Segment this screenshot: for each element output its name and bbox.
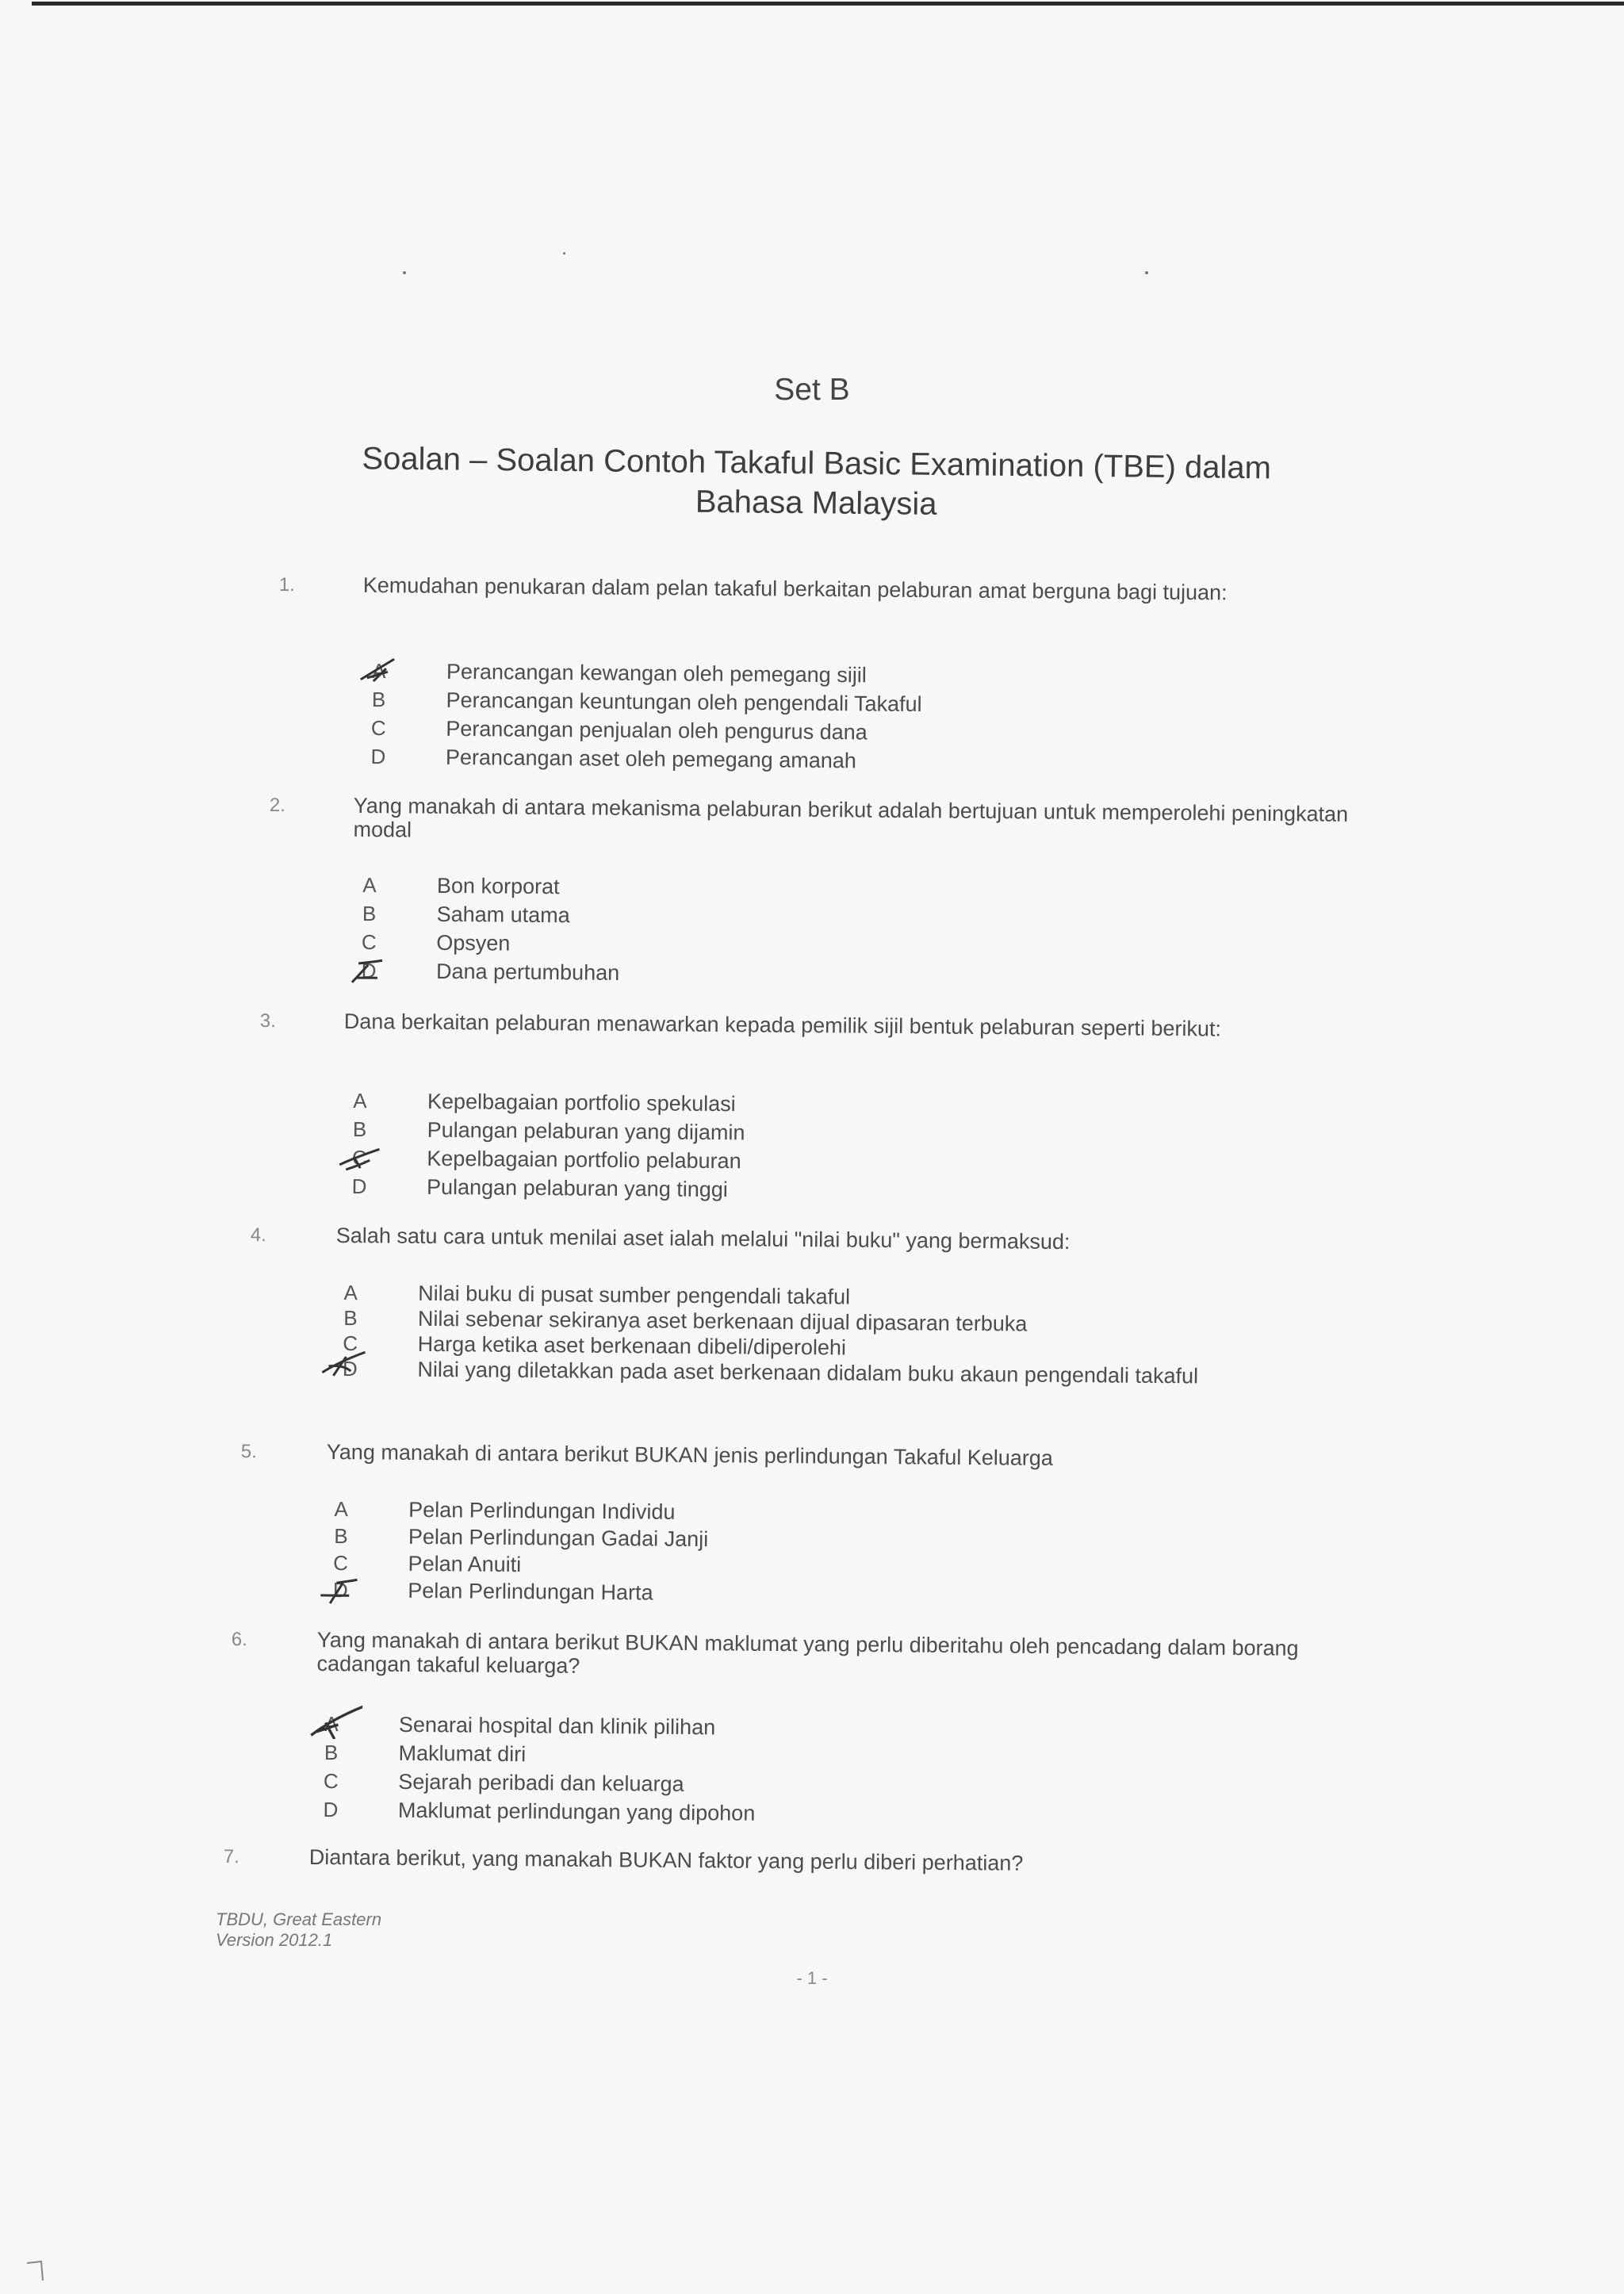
option-text: Maklumat diri xyxy=(398,1741,527,1767)
option-text: Opsyen xyxy=(436,930,511,956)
option-letter: D xyxy=(323,1798,339,1822)
option-letter: D xyxy=(342,1357,358,1381)
option-letter: C xyxy=(323,1769,339,1794)
answer-tick-icon xyxy=(317,1573,365,1609)
option-letter: C xyxy=(343,1331,358,1356)
option-letter: D xyxy=(351,1174,367,1199)
options-list xyxy=(328,1497,709,1605)
question-text: Yang manakah di antara mekanisma pelaburan berikut adalah bertujuan untuk memperolehi peningkatan modal xyxy=(353,793,1349,842)
question-number: 7. xyxy=(223,1846,239,1868)
answer-tick-icon xyxy=(307,1699,362,1740)
options-list xyxy=(366,659,922,773)
option-letter: A xyxy=(334,1497,349,1522)
option-text: Harga ketika aset berkenaan dibeli/diperolehi xyxy=(417,1331,847,1360)
scan-speck xyxy=(403,271,406,274)
option-letter: C xyxy=(370,716,386,741)
option-text: Perancangan penjualan oleh pengurus dana xyxy=(446,716,868,745)
footer-source: TBDU, Great Eastern xyxy=(216,1909,382,1929)
set-title: Set B xyxy=(774,373,850,407)
option-letter: C xyxy=(333,1551,349,1576)
document-footer xyxy=(216,1909,381,1951)
option-text: Kepelbagaian portfolio spekulasi xyxy=(427,1089,736,1116)
answer-tick-icon xyxy=(346,954,393,990)
scan-speck xyxy=(563,252,565,255)
option-letter: A xyxy=(353,1089,367,1113)
question-text: Yang manakah di antara berikut BUKAN jenis perlindungan Takaful Keluarga xyxy=(326,1439,1054,1470)
question-number: 1. xyxy=(278,573,295,596)
option-letter: B xyxy=(371,687,386,712)
option-letter: D xyxy=(370,745,386,769)
option-letter: D xyxy=(332,1578,348,1603)
option-letter: B xyxy=(334,1524,348,1549)
option-letter: B xyxy=(362,902,377,926)
option-letter: C xyxy=(351,1146,367,1170)
options-list xyxy=(357,873,620,987)
page-title xyxy=(261,438,1372,529)
page-title-line2: Bahasa Malaysia xyxy=(695,484,937,522)
option-text: Pulangan pelaburan yang dijamin xyxy=(427,1117,745,1145)
option-d xyxy=(338,1357,1199,1407)
option-text: Sejarah peribadi dan keluarga xyxy=(398,1769,684,1796)
option-letter: B xyxy=(343,1306,358,1331)
option-text: Pelan Perlindungan Individu xyxy=(408,1497,676,1524)
options-list xyxy=(338,1281,1199,1407)
option-text: Perancangan kewangan oleh pemegang sijil xyxy=(446,659,867,687)
option-letter: C xyxy=(361,930,377,955)
option-letter: A xyxy=(324,1712,339,1737)
answer-tick-icon xyxy=(319,1346,366,1381)
page-number: - 1 - xyxy=(796,1968,828,1988)
option-text: Bon korporat xyxy=(436,873,560,899)
question-text: Salah satu cara untuk menilai aset ialah melalui "nilai buku" yang bermaksud: xyxy=(335,1223,1071,1254)
option-text: Perancangan keuntungan oleh pengendali Takaful xyxy=(446,687,922,717)
option-text: Nilai sebenar sekiranya aset berkenaan dijual dipasaran terbuka xyxy=(417,1306,1028,1336)
option-text: Perancangan aset oleh pemegang amanah xyxy=(445,745,856,773)
option-text: Pelan Anuiti xyxy=(408,1551,522,1577)
question-text: Dana berkaitan pelaburan menawarkan kepada pemilik sijil bentuk pelaburan seperti berikut: xyxy=(343,1009,1222,1041)
question-number: 3. xyxy=(259,1009,276,1032)
scan-speck xyxy=(1145,271,1148,274)
option-text: Pelan Perlindungan Harta xyxy=(408,1578,653,1605)
options-list xyxy=(319,1712,756,1826)
question-number: 6. xyxy=(231,1629,247,1651)
answer-tick-icon xyxy=(336,1141,384,1177)
option-letter: A xyxy=(372,659,386,684)
option-text: Pelan Perlindungan Gadai Janji xyxy=(408,1524,709,1552)
page-title-line1: Soalan – Soalan Contoh Takaful Basic Examination (TBE) dalam xyxy=(362,441,1272,486)
option-text: Dana pertumbuhan xyxy=(435,959,620,985)
question-number: 5. xyxy=(240,1440,257,1463)
question-number: 4. xyxy=(250,1224,266,1247)
option-text: Nilai yang diletakkan pada aset berkenaan didalam buku akaun pengendali takaful xyxy=(417,1357,1199,1388)
option-text: Saham utama xyxy=(436,902,570,928)
corner-crop-mark-icon xyxy=(24,2258,48,2282)
options-list xyxy=(347,1089,745,1203)
scan-top-border xyxy=(32,2,1624,6)
question-text: Kemudahan penukaran dalam pelan takaful berkaitan pelaburan amat berguna bagi tujuan: xyxy=(362,573,1228,605)
question-text: Yang manakah di antara berikut BUKAN maklumat yang perlu diberitahu oleh pencadang dalam borang cadangan takaful keluarga? xyxy=(316,1627,1299,1678)
option-letter: A xyxy=(362,873,377,898)
footer-version: Version 2012.1 xyxy=(216,1930,333,1950)
option-text: Senarai hospital dan klinik pilihan xyxy=(398,1712,716,1740)
answer-tick-icon xyxy=(356,654,404,690)
question-text: Diantara berikut, yang manakah BUKAN faktor yang perlu diberi perhatian? xyxy=(308,1844,1024,1875)
option-letter: A xyxy=(343,1281,358,1305)
option-text: Maklumat perlindungan yang dipohon xyxy=(397,1798,756,1825)
option-letter: D xyxy=(361,959,377,983)
option-letter: B xyxy=(324,1741,339,1765)
question-number: 2. xyxy=(269,794,285,817)
option-letter: B xyxy=(352,1117,367,1142)
option-text: Kepelbagaian portfolio pelaburan xyxy=(427,1146,741,1174)
option-text: Nilai buku di pusat sumber pengendali takaful xyxy=(418,1281,851,1309)
option-text: Pulangan pelaburan yang tinggi xyxy=(426,1174,728,1202)
